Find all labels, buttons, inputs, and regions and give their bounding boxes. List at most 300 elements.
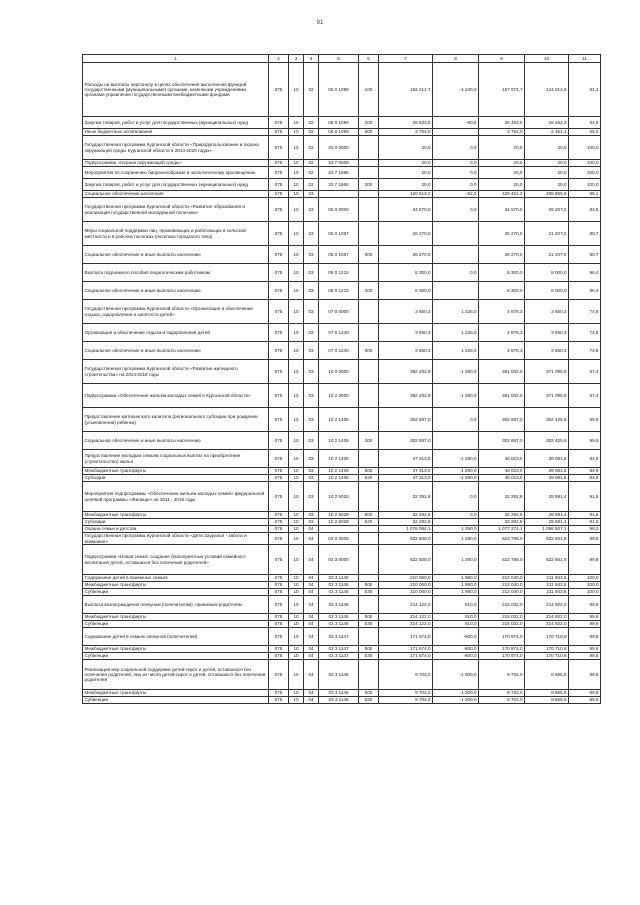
code-section: 10 [289,432,304,450]
percent-executed: 74,8 [569,342,601,360]
table-row [83,117,601,129]
table-row [83,519,601,526]
code-ministry: 075 [269,264,289,282]
code-ministry: 075 [269,432,289,450]
row-name: Социальное обеспечение и иные выплаты населению [83,432,269,450]
amount-executed: 18 462,3 [525,117,569,129]
table-row [83,646,601,653]
amount-revised: 8 300,0 [479,282,525,300]
amount-approved: 9 702,0 [379,690,433,697]
row-name: Субвенции [83,697,269,704]
amount-revised: 3 764,0 [479,129,525,136]
amount-change: -1 000,0 [433,660,479,690]
code-ministry: 075 [269,628,289,646]
code-ministry: 075 [269,342,289,360]
row-name: Государственная программа Курганской области «Дети Зауралья - забота и внимание» [83,533,269,545]
amount-executed: 211 943,6 [525,575,569,582]
percent-executed: 99,8 [569,545,601,575]
table-row [83,360,601,384]
amount-approved: 382 292,9 [379,360,433,384]
amount-approved: 20,0 [379,167,433,179]
amount-revised: 32 292,9 [479,482,525,512]
amount-change [433,519,479,526]
amount-executed: 3 650,3 [525,324,569,342]
amount-approved: 20,0 [379,179,433,191]
amount-revised: 32 292,9 [479,519,525,526]
amount-approved: 9 702,0 [379,660,433,690]
amount-revised: 1 077 374,1 [479,526,525,533]
amount-approved: 3 764,0 [379,129,433,136]
code-ministry: 075 [269,324,289,342]
percent-executed: 84,9 [569,475,601,482]
row-name: Государственная программа Курганской области «Развитие жилищного строительства» на 2014-2018 годы [83,360,269,384]
percent-executed: 98,2 [569,526,601,533]
code-ministry: 075 [269,63,289,117]
amount-change: -1 290,0 [433,475,479,482]
code-section: 10 [289,545,304,575]
percent-executed: 99,6 [569,697,601,704]
amount-change: -1 290,0 [433,468,479,475]
amount-change: -4 240,0 [433,63,479,117]
code-subsection: 04 [304,646,319,653]
amount-executed: 21 207,0 [525,246,569,264]
amount-change: -1 000,0 [433,690,479,697]
code-subsection: 02 [304,179,319,191]
row-name: Предоставление молодым семьям социальных выплат на приобретение (строительство) жилья [83,450,269,468]
row-name: Социальное обеспечение и иные выплаты населению [83,282,269,300]
table-row [83,167,601,179]
code-subsection: 03 [304,475,319,482]
amount-change: -1 290,0 [433,384,479,408]
amount-executed: 2 454,1 [525,129,569,136]
amount-change [433,246,479,264]
row-name: Охрана семьи и детства [83,526,269,533]
code-ministry: 075 [269,653,289,660]
code-ministry: 075 [269,697,289,704]
table-row [83,582,601,589]
amount-approved: 20,0 [379,160,433,167]
code-section: 10 [289,136,304,160]
row-name: Меры социальной поддержки лиц, проживающих и работающих в сельской местности и в рабочих поселках (поселках городского типа) [83,222,269,246]
code-target-item: 03 3 1146 [319,614,359,621]
code-subsection: 03 [304,342,319,360]
code-subsection: 04 [304,660,319,690]
code-expense-type [359,482,379,512]
amount-change: 0,0 [433,179,479,191]
code-subsection: 04 [304,621,319,628]
column-header: 11 [569,55,601,63]
amount-approved: 420 513,2 [379,191,433,198]
code-subsection: 03 [304,384,319,408]
code-subsection: 02 [304,136,319,160]
amount-change [433,432,479,450]
table-row [83,589,601,596]
percent-executed: 99,9 [569,432,601,450]
table-body [83,63,601,704]
code-expense-type: 300 [359,282,379,300]
code-target-item: 10 0 0000 [319,360,359,384]
code-ministry: 075 [269,646,289,653]
table-row [83,575,601,582]
table-row [83,653,601,660]
code-subsection: 03 [304,264,319,282]
percent-executed: 97,4 [569,384,601,408]
code-expense-type: 800 [359,129,379,136]
code-ministry: 075 [269,468,289,475]
code-section: 10 [289,614,304,621]
code-subsection: 03 [304,246,319,264]
code-subsection: 04 [304,628,319,646]
percent-executed: 97,4 [569,360,601,384]
code-subsection: 02 [304,129,319,136]
row-name: Предоставление материнского капитала (регионального субсидии при рождении (усыновлении) ребенка) [83,408,269,432]
amount-revised: 381 002,9 [479,360,525,384]
amount-revised: 20,0 [479,160,525,167]
row-name: Субвенции [83,589,269,596]
code-subsection: 03 [304,191,319,198]
code-expense-type [359,191,379,198]
code-target-item: 06 0 1099 [319,63,359,117]
amount-revised: 4 878,3 [479,324,525,342]
amount-approved: 32 292,9 [379,512,433,519]
code-section: 10 [289,63,304,117]
amount-change: -62,0 [433,191,479,198]
code-target-item: 06 0 1215 [319,264,359,282]
amount-executed: 214 922,0 [525,614,569,621]
code-expense-type [359,526,379,533]
code-target-item: 07 0 1240 [319,342,359,360]
code-target-item: 03 0 0000 [319,533,359,545]
percent-executed: 74,8 [569,324,601,342]
code-subsection: 03 [304,432,319,450]
table-row [83,246,601,264]
amount-executed: 21 207,0 [525,222,569,246]
code-ministry: 075 [269,136,289,160]
amount-approved: 8 300,0 [379,264,433,282]
amount-executed: 8 000,0 [525,264,569,282]
amount-revised: 170 974,0 [479,628,525,646]
row-name: Субсидии [83,519,269,526]
page-number: 91 [316,20,324,26]
code-subsection: 02 [304,63,319,117]
code-target-item: 33 0 0000 [319,136,359,160]
code-expense-type: 500 [359,614,379,621]
amount-approved: 26 533,0 [379,117,433,129]
code-expense-type [359,300,379,324]
code-expense-type: 530 [359,653,379,660]
table-row [83,526,601,533]
code-subsection: 03 [304,198,319,222]
code-subsection: 03 [304,468,319,475]
amount-revised: 32 292,9 [479,512,525,519]
amount-revised: 4 878,3 [479,300,525,324]
percent-executed: 65,2 [569,129,601,136]
code-target-item: 03 3 1147 [319,653,359,660]
amount-approved: 302 687,0 [379,432,433,450]
percent-executed: 99,9 [569,596,601,614]
code-section: 10 [289,519,304,526]
row-name: Межбюджетные трансферты [83,690,269,697]
amount-change: 1 228,0 [433,342,479,360]
code-expense-type [359,545,379,575]
code-ministry: 075 [269,621,289,628]
amount-change: -60,0 [433,117,479,129]
amount-approved: 214 122,0 [379,614,433,621]
percent-executed: 99,8 [569,533,601,545]
amount-change: 0,0 [433,264,479,282]
amount-executed: 3 650,3 [525,342,569,360]
amount-revised: 26 270,0 [479,222,525,246]
amount-executed: 302 425,6 [525,432,569,450]
amount-approved: 26 270,0 [379,222,433,246]
amount-executed: 20,0 [525,167,569,179]
amount-revised: 46 023,0 [479,468,525,475]
amount-revised: 157 972,7 [479,63,525,117]
amount-revised: 4 878,3 [479,342,525,360]
row-name: Социальное обеспечение и иные выплаты населению [83,246,269,264]
code-expense-type: 200 [359,117,379,129]
amount-executed: 302 425,6 [525,408,569,432]
percent-executed: 91,6 [569,519,601,526]
amount-revised: 20,0 [479,167,525,179]
amount-change: 0,0 [433,198,479,222]
amount-revised: 8 702,0 [479,690,525,697]
amount-revised: 8 702,0 [479,697,525,704]
amount-approved: 26 270,0 [379,246,433,264]
amount-executed: 8 000,0 [525,282,569,300]
amount-approved: 3 650,3 [379,300,433,324]
code-section: 10 [289,628,304,646]
column-header: 4 [304,55,319,63]
code-expense-type [359,222,379,246]
code-subsection: 04 [304,697,319,704]
code-ministry: 075 [269,596,289,614]
amount-approved: 171 574,0 [379,653,433,660]
row-name: Межбюджетные трансферты [83,468,269,475]
amount-change: 0,0 [433,408,479,432]
code-ministry: 075 [269,384,289,408]
code-ministry: 075 [269,246,289,264]
code-target-item: 10 2 1405 [319,408,359,432]
amount-change: 0,0 [433,167,479,179]
amount-approved: 162 212,7 [379,63,433,117]
table-row [83,628,601,646]
percent-executed: 84,5 [569,198,601,222]
percent-executed: 99,8 [569,653,601,660]
column-header: 2 [269,55,289,63]
amount-revised: 170 974,0 [479,646,525,653]
code-target-item: 06 0 1099 [319,117,359,129]
code-subsection: 04 [304,526,319,533]
amount-change: 1 290,0 [433,533,479,545]
code-section: 10 [289,697,304,704]
code-target-item: 33 7 1566 [319,179,359,191]
code-subsection: 04 [304,596,319,614]
code-target-item: 03 3 1145 [319,582,359,589]
amount-approved: 210 060,0 [379,582,433,589]
code-section: 10 [289,198,304,222]
table-row [83,512,601,519]
percent-executed: 100,0 [569,582,601,589]
table-row [83,468,601,475]
column-header: 8 [433,55,479,63]
percent-executed: 84,9 [569,450,601,468]
code-expense-type [359,167,379,179]
row-name: Межбюджетные трансферты [83,614,269,621]
code-ministry: 075 [269,533,289,545]
amount-executed: 371 098,6 [525,384,569,408]
code-subsection: 04 [304,653,319,660]
amount-revised: 20,0 [479,179,525,191]
code-target-item: 07 0 1240 [319,324,359,342]
code-section: 10 [289,246,304,264]
amount-revised: 420 451,2 [479,191,525,198]
table-row [83,614,601,621]
code-subsection: 03 [304,482,319,512]
code-target-item: 03 3 1146 [319,596,359,614]
amount-change [433,282,479,300]
code-expense-type: 500 [359,468,379,475]
code-target-item: 03 3 1148 [319,660,359,690]
table-row [83,63,601,117]
amount-revised: 302 687,0 [479,408,525,432]
code-target-item: 06 0 1215 [319,282,359,300]
code-section: 10 [289,360,304,384]
amount-executed: 8 665,5 [525,697,569,704]
row-name: Закупка товаров, работ и услуг для государственных (муниципальных) нужд [83,179,269,191]
table-row [83,264,601,282]
percent-executed: 91,6 [569,512,601,519]
code-target-item: 03 3 1147 [319,646,359,653]
code-expense-type [359,324,379,342]
percent-executed: 74,8 [569,300,601,324]
amount-revised: 46 023,0 [479,475,525,482]
code-subsection: 03 [304,450,319,468]
code-expense-type: 300 [359,246,379,264]
code-target-item: 07 0 0000 [319,300,359,324]
code-section: 10 [289,582,304,589]
table-row [83,342,601,360]
percent-executed: 91,6 [569,482,601,512]
row-name: Субвенции [83,621,269,628]
percent-executed: 64,9 [569,117,601,129]
amount-change: 0,0 [433,482,479,512]
amount-change: 0,0 [433,160,479,167]
code-ministry: 075 [269,660,289,690]
code-target-item: 33 7 1566 [319,167,359,179]
code-expense-type: 530 [359,621,379,628]
code-target-item: 03 3 1147 [319,628,359,646]
code-ministry: 075 [269,475,289,482]
row-name: Межбюджетные трансферты [83,582,269,589]
code-expense-type: 500 [359,646,379,653]
code-ministry: 075 [269,179,289,191]
row-name: Государственная программа Курганской области «Организация и обеспечение отдыха, оздоровления и занятости детей» [83,300,269,324]
amount-executed: 39 081,6 [525,468,569,475]
code-target-item: 10 2 5020 [319,519,359,526]
table-row [83,160,601,167]
code-target-item: 03 3 1148 [319,690,359,697]
code-expense-type: 530 [359,589,379,596]
code-section: 10 [289,660,304,690]
table-row [83,450,601,468]
amount-revised: 8 702,0 [479,660,525,690]
amount-revised: 20,0 [479,136,525,160]
amount-approved: 210 060,0 [379,575,433,582]
amount-executed: 29 591,4 [525,482,569,512]
amount-approved: 34 570,0 [379,198,433,222]
amount-executed: 622 661,9 [525,533,569,545]
column-header: 5 [319,55,359,63]
row-name: Выплата вознаграждения опекунам (попечителям), приемным родителям [83,596,269,614]
code-ministry: 075 [269,198,289,222]
row-name: Закупка товаров, работ и услуг для государственных (муниципальных) нужд [83,117,269,129]
code-section: 10 [289,468,304,475]
code-ministry: 075 [269,167,289,179]
row-name: Мероприятия подпрограммы «Обеспечение жильем молодых семей» федеральной целевой программы «Жилище» на 2011 - 2015 годы [83,482,269,512]
code-section: 10 [289,342,304,360]
code-section: 10 [289,300,304,324]
amount-executed: 214 922,0 [525,621,569,628]
code-target-item: 10 2 5020 [319,512,359,519]
percent-executed: 100,0 [569,167,601,179]
row-name: Расходы на выплаты персоналу в целях обеспечения выполнения функций государственными (муниципальными) органами, казенными учреждениями, органами управления государственными внебюджетными фондами [83,63,269,117]
row-name: Государственная программа Курганской области «Природопользование и охрана окружающей среды Курганской области в 2014-2020 годах» [83,136,269,160]
code-section: 10 [289,264,304,282]
row-name: Подпрограмма «Охрана окружающей среды» [83,160,269,167]
table-row [83,482,601,512]
amount-approved: 8 300,0 [379,282,433,300]
code-target-item: 10 2 1406 [319,475,359,482]
code-section: 10 [289,408,304,432]
amount-approved: 9 702,0 [379,697,433,704]
amount-change: 1 228,0 [433,300,479,324]
code-target-item: 03 3 1146 [319,621,359,628]
amount-approved: 171 574,0 [379,628,433,646]
code-ministry: 075 [269,575,289,582]
code-section: 10 [289,475,304,482]
amount-revised: 46 023,0 [479,450,525,468]
table-row [83,596,601,614]
table-row [83,191,601,198]
code-target-item: 06 0 0000 [319,198,359,222]
amount-change [433,129,479,136]
code-section: 10 [289,167,304,179]
amount-executed: 144 014,5 [525,63,569,117]
amount-executed: 211 943,6 [525,582,569,589]
amount-revised: 623 798,0 [479,545,525,575]
code-ministry: 075 [269,300,289,324]
code-expense-type: 530 [359,697,379,704]
table-row [83,324,601,342]
amount-revised: 8 300,0 [479,264,525,282]
row-name: Реализация мер социальной поддержки детей-сирот и детей, оставшихся без попечения родителей, лиц из числа детей-сирот и детей, оставшихся без попечения родителей [83,660,269,690]
percent-executed: 80,7 [569,222,601,246]
code-target-item: 10 2 1406 [319,468,359,475]
amount-approved: 171 574,0 [379,646,433,653]
amount-executed: 3 650,3 [525,300,569,324]
table-row [83,621,601,628]
row-name: Подпрограмма «Новая семья: создание благоприятных условий семейного воспитания детей, оставшихся без попечения родителей» [83,545,269,575]
code-expense-type [359,575,379,582]
amount-approved: 622 508,0 [379,533,433,545]
table-row [83,533,601,545]
code-expense-type [359,136,379,160]
code-expense-type [359,450,379,468]
amount-change: 1 980,0 [433,582,479,589]
table-row [83,697,601,704]
row-name: Межбюджетные трансферты [83,646,269,653]
